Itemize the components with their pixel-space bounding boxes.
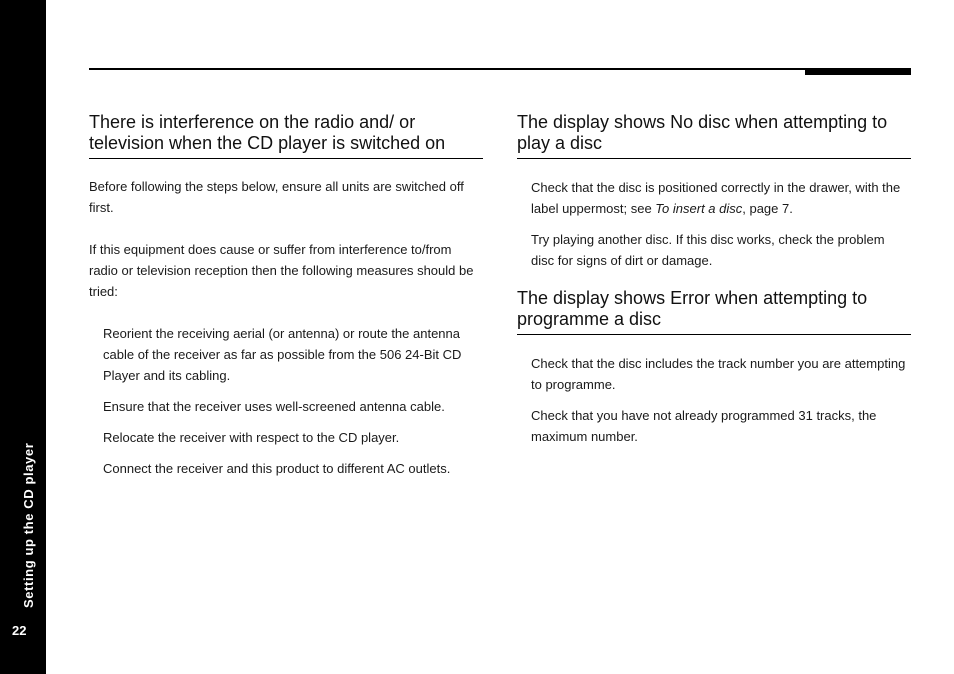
- measure-item: Reorient the receiving aerial (or antenna) or route the antenna cable of the receiver as far as possible from the 506 24-Bit CD Player and its cabling.: [103, 326, 462, 383]
- no-disc-try-item: Try playing another disc. If this disc works, check the problem disc for signs of dirt or damage.: [531, 232, 885, 268]
- side-tab: [0, 0, 46, 674]
- measure-item: Connect the receiver and this product to different AC outlets.: [103, 461, 451, 476]
- intro-paragraph: Before following the steps below, ensure all units are switched off first.: [89, 179, 464, 215]
- header-rule: [89, 68, 911, 70]
- error-check-item: Check that you have not already programmed 31 tracks, the maximum number.: [531, 408, 877, 444]
- left-column: [89, 112, 483, 479]
- error-heading: The display shows Error when attempting to programme a disc: [517, 288, 911, 335]
- no-disc-check-item: [517, 177, 911, 219]
- error-check-item: Check that the disc includes the track number you are attempting to programme.: [531, 356, 906, 392]
- page-reference: , page 7.: [742, 201, 793, 216]
- no-disc-heading: The display shows No disc when attempting to play a disc: [517, 112, 911, 159]
- insert-disc-reference: To insert a disc: [655, 201, 743, 216]
- header-rule-tab: [805, 68, 911, 75]
- section-title: Setting up the CD player: [21, 442, 36, 608]
- measure-item: Ensure that the receiver uses well-screened antenna cable.: [103, 399, 445, 414]
- page-number: 22: [12, 623, 27, 638]
- interference-heading: There is interference on the radio and/ or television when the CD player is switched on: [89, 112, 483, 159]
- no-disc-check-text: Check that the disc is positioned correctly in the drawer, with the label uppermost; see: [531, 180, 901, 216]
- body-paragraph: If this equipment does cause or suffer from interference to/from radio or television reception then the following measures should be tried:: [89, 242, 474, 299]
- measure-item: Relocate the receiver with respect to the CD player.: [103, 430, 400, 445]
- right-column: [517, 112, 911, 447]
